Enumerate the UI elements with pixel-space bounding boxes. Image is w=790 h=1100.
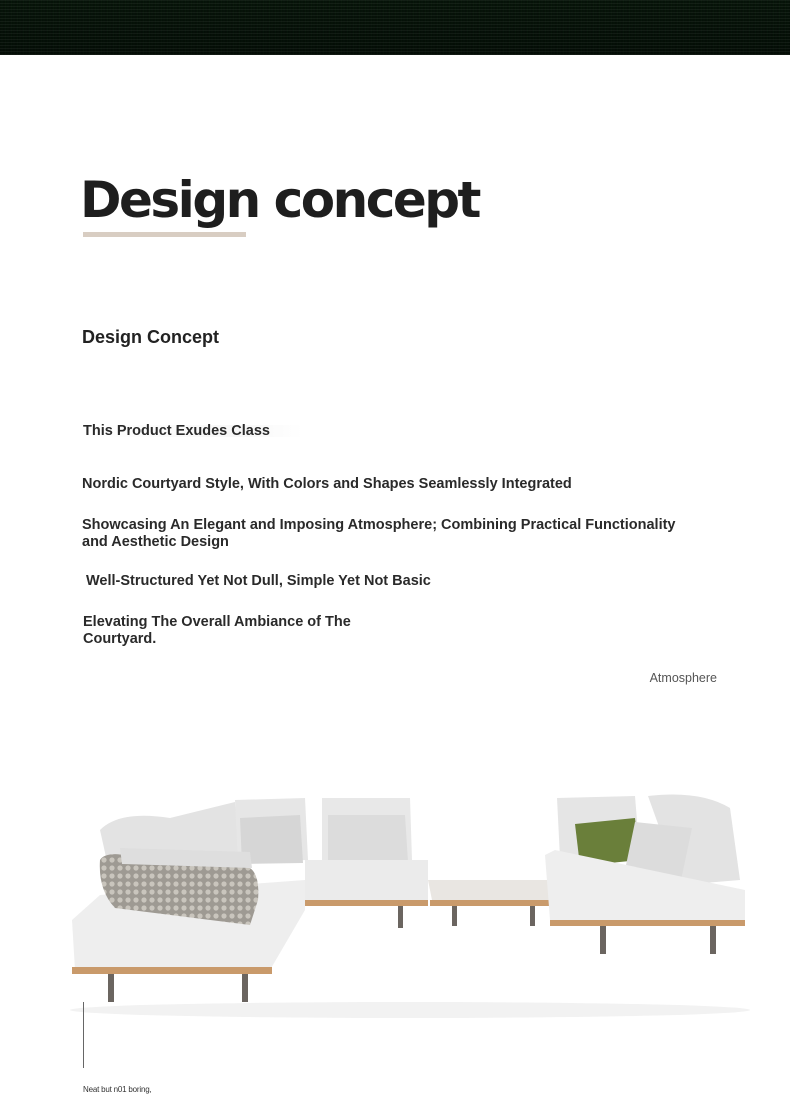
paragraph-4: Well-Structured Yet Not Dull, Simple Yet Not Basic (86, 573, 431, 589)
title-underline (83, 232, 246, 237)
footer-caption: Neat but n01 boring, (83, 1085, 152, 1094)
page-title: Design concept (80, 171, 479, 229)
footer-divider (83, 1002, 84, 1068)
paragraph-2: Nordic Courtyard Style, With Colors and Shapes Seamlessly Integrated (82, 476, 572, 492)
sectional-sofa-image (60, 760, 760, 1040)
paragraph-3: Showcasing An Elegant and Imposing Atmosphere; Combining Practical Functionality and Aesthetic Design (82, 517, 676, 550)
section-subtitle: Design Concept (82, 327, 220, 347)
paragraph-5: Elevating The Overall Ambiance of The Courtyard. (83, 614, 351, 647)
atmosphere-label: Atmosphere (649, 671, 717, 685)
grass-banner (0, 0, 790, 55)
paragraph-1: This Product Exudes Class (83, 425, 303, 437)
